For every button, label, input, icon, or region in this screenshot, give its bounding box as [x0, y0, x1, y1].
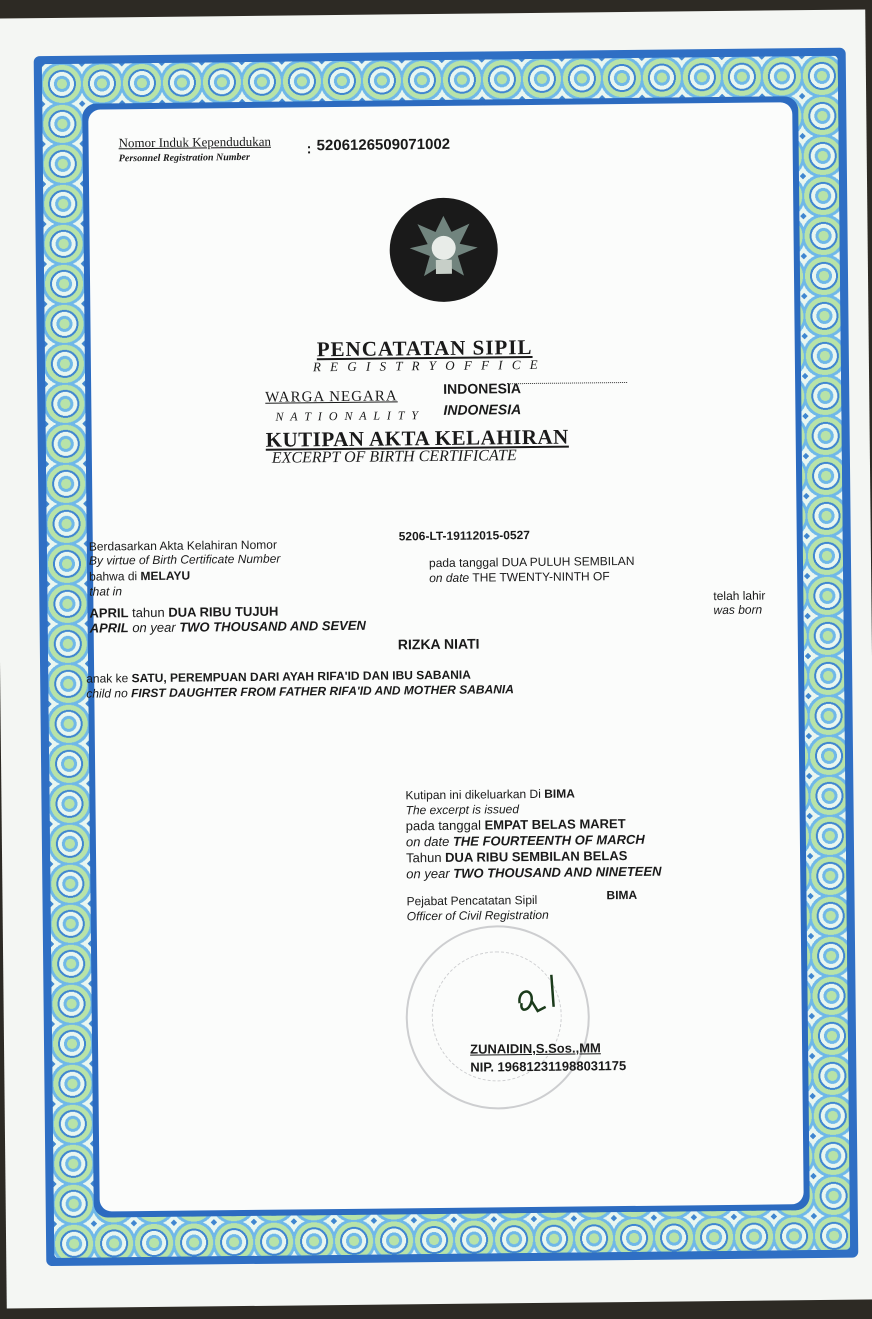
cert-number-label-en: By virtue of Birth Certificate Number: [88, 551, 281, 568]
nik-label-en: Personnel Registration Number: [118, 151, 250, 165]
nationality-label: N A T I O N A L I T Y: [275, 408, 421, 424]
issue-date-label: pada tanggal: [405, 817, 482, 834]
issued-label: Kutipan ini dikeluarkan Di: [405, 786, 541, 803]
officer-label-en: Officer of Civil Registration: [406, 907, 549, 924]
child-no-value: SATU, PEREMPUAN DARI AYAH RIFA'ID DAN IBU SABANIA: [131, 667, 471, 686]
year-label: tahun: [132, 604, 165, 621]
citizen-value: INDONESIA: [443, 380, 522, 397]
issue-year-label: Tahun: [406, 849, 442, 866]
office-title: PENCATATAN SIPIL: [316, 334, 533, 362]
date-label-en: on date: [429, 570, 470, 586]
officer-nip: NIP. 196812311988031175: [470, 1058, 627, 1075]
place-label-en: that in: [89, 584, 123, 599]
issue-year-label-en: on year: [406, 865, 450, 882]
issue-date-value: EMPAT BELAS MARET: [484, 816, 626, 833]
nik-label: Nomor Induk Kependudukan: [118, 133, 272, 151]
date-value: DUA PULUH SEMBILAN: [501, 553, 635, 570]
issued-label-en: The excerpt is issued: [405, 802, 520, 818]
born-label-en: was born: [713, 602, 763, 618]
child-name: RIZKA NIATI: [397, 635, 480, 653]
signature-icon: [511, 973, 564, 1027]
nik-colon: :: [306, 140, 312, 157]
cert-number-value: 5206-LT-19112015-0527: [398, 528, 530, 544]
born-label: telah lahir: [713, 588, 766, 604]
place-label: bahwa di: [89, 569, 138, 584]
issue-date-value-en: THE FOURTEENTH OF MARCH: [452, 831, 645, 849]
document-title-en: EXCERPT OF BIRTH CERTIFICATE: [271, 447, 517, 467]
nationality-value: INDONESIA: [443, 401, 522, 418]
officer-place: BIMA: [606, 887, 638, 903]
issue-year-value-en: TWO THOUSAND AND NINETEEN: [453, 863, 662, 881]
issue-year-value: DUA RIBU SEMBILAN BELAS: [445, 848, 628, 865]
year-value: DUA RIBU TUJUH: [168, 603, 279, 620]
birth-month-en: APRIL: [89, 620, 129, 636]
nik-value: 5206126509071002: [316, 135, 451, 155]
officer-name: ZUNAIDIN,S.Sos.,MM: [470, 1040, 601, 1057]
year-value-en: TWO THOUSAND AND SEVEN: [179, 617, 366, 635]
document-title: KUTIPAN AKTA KELAHIRAN: [265, 424, 569, 452]
officer-label: Pejabat Pencatatan Sipil: [406, 892, 538, 909]
birth-month: APRIL: [89, 605, 129, 621]
child-no-label-en: child no: [86, 686, 128, 701]
child-no-value-en: FIRST DAUGHTER FROM FATHER RIFA'ID AND MOTHER SABANIA: [130, 682, 514, 701]
certificate-paper: [0, 9, 872, 1308]
cert-number-label: Berdasarkan Akta Kelahiran Nomor: [88, 537, 277, 554]
garuda-emblem-icon: [389, 197, 498, 302]
citizen-label: WARGA NEGARA: [265, 388, 398, 406]
issue-date-label-en: on date: [405, 833, 450, 850]
issued-place: BIMA: [544, 786, 575, 801]
child-no-label: anak ke: [86, 671, 129, 686]
year-label-en: on year: [132, 619, 176, 636]
certificate-content: [88, 102, 804, 1211]
date-value-en: THE TWENTY-NINTH OF: [472, 569, 610, 585]
place-value: MELAYU: [140, 568, 191, 584]
office-title-en: R E G I S T R Y O F F I C E: [312, 356, 541, 375]
date-label: pada tanggal: [428, 555, 499, 571]
